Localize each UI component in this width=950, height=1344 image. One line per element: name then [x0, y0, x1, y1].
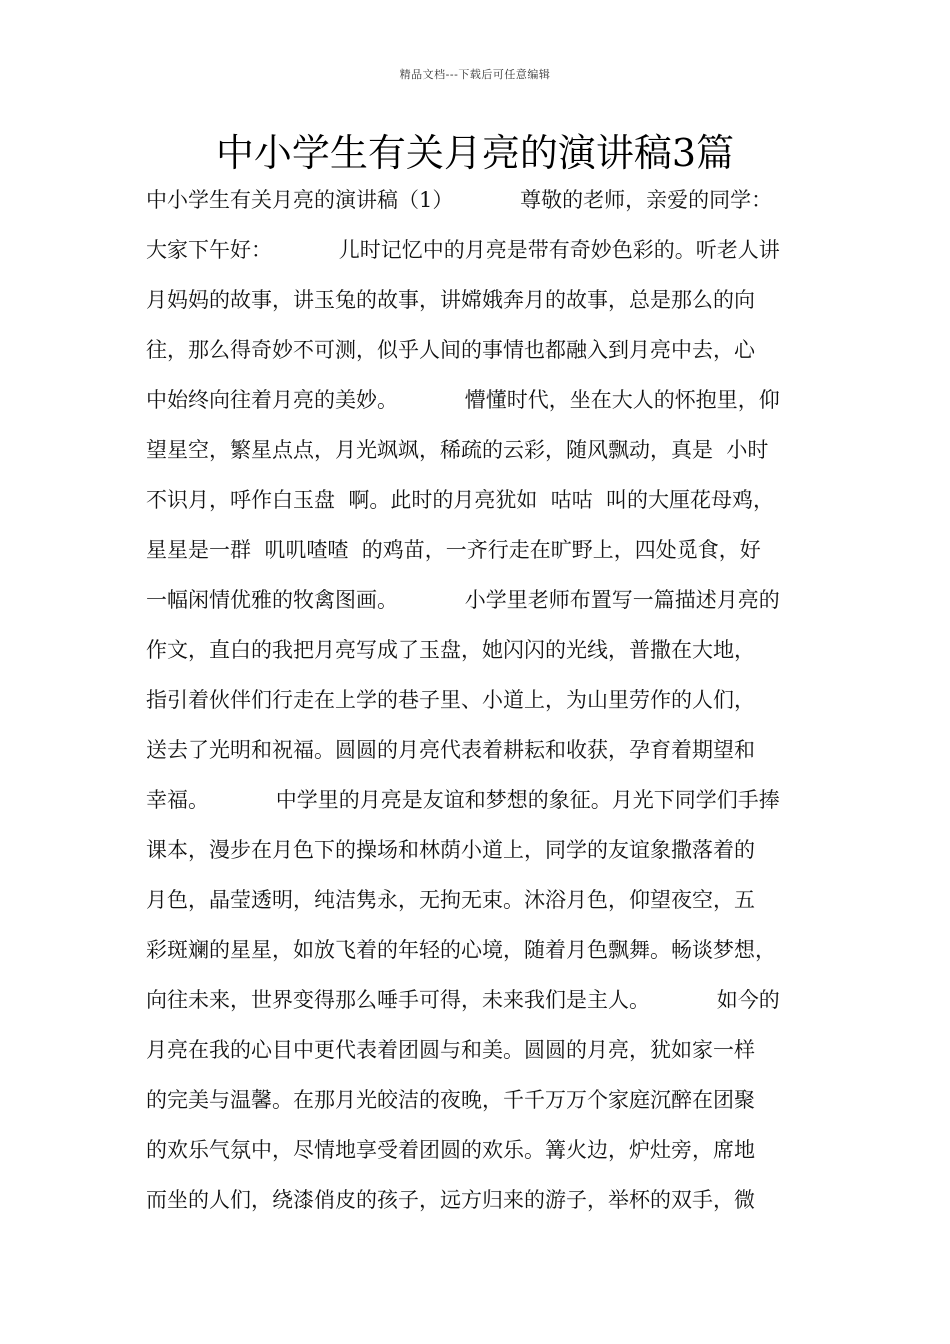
text-line: 往，那么得奇妙不可测，似乎人间的事情也都融入到月亮中去，心: [146, 338, 755, 362]
text-line: 彩斑斓的星星，如放飞着的年轻的心境，随着月色飘舞。畅谈梦想，: [146, 938, 776, 962]
text-line: 月妈妈的故事，讲玉兔的故事，讲嫦娥奔月的故事，总是那么的向: [146, 288, 755, 312]
document-title: 中小学生有关月亮的演讲稿3篇: [215, 131, 735, 175]
text-line: 向往未来，世界变得那么唾手可得，未来我们是主人。 如今的: [146, 988, 780, 1012]
text-line: 课本，漫步在月色下的操场和林荫小道上，同学的友谊象撒落着的: [146, 838, 755, 862]
text-line: 中始终向往着月亮的美妙。 懵懂时代，坐在大人的怀抱里，仰: [146, 388, 780, 412]
text-line: 而坐的人们，绕漆俏皮的孩子，远方归来的游子，举杯的双手，微: [146, 1188, 755, 1212]
text-line: 星星是一群 叽叽喳喳 的鸡苗，一齐行走在旷野上，四处觅食，好: [146, 538, 761, 562]
body-text: [146, 180, 826, 1230]
text-line: 指引着伙伴们行走在上学的巷子里、小道上，为山里劳作的人们，: [146, 688, 755, 712]
text-line: 大家下午好： 儿时记忆中的月亮是带有奇妙色彩的。听老人讲: [146, 238, 780, 262]
header-note: 精品文档---下载后可任意编辑: [399, 68, 551, 81]
text-line: 望星空，繁星点点，月光飒飒，稀疏的云彩，随风飘动，真是 小时: [146, 438, 769, 462]
text-line: 的完美与温馨。在那月光皎洁的夜晚，千千万万个家庭沉醉在团聚: [146, 1088, 755, 1112]
text-line: 一幅闲情优雅的牧禽图画。 小学里老师布置写一篇描述月亮的: [146, 588, 780, 612]
text-line: 不识月，呼作白玉盘 啊。此时的月亮犹如 咕咕 叫的大厘花母鸡，: [146, 488, 775, 512]
text-line: 作文，直白的我把月亮写成了玉盘，她闪闪的光线，普撒在大地，: [146, 638, 755, 662]
text-line: 的欢乐气氛中，尽情地享受着团圆的欢乐。篝火边，炉灶旁，席地: [146, 1138, 755, 1162]
text-line: 幸福。 中学里的月亮是友谊和梦想的象征。月光下同学们手捧: [146, 788, 780, 812]
text-line: 月色，晶莹透明，纯洁隽永，无拘无束。沐浴月色，仰望夜空，五: [146, 888, 755, 912]
text-line: 送去了光明和祝福。圆圆的月亮代表着耕耘和收获，孕育着期望和: [146, 738, 755, 762]
text-line: 月亮在我的心目中更代表着团圆与和美。圆圆的月亮，犹如家一样: [146, 1038, 755, 1062]
text-line: 中小学生有关月亮的演讲稿（1） 尊敬的老师，亲爱的同学：: [146, 188, 773, 212]
